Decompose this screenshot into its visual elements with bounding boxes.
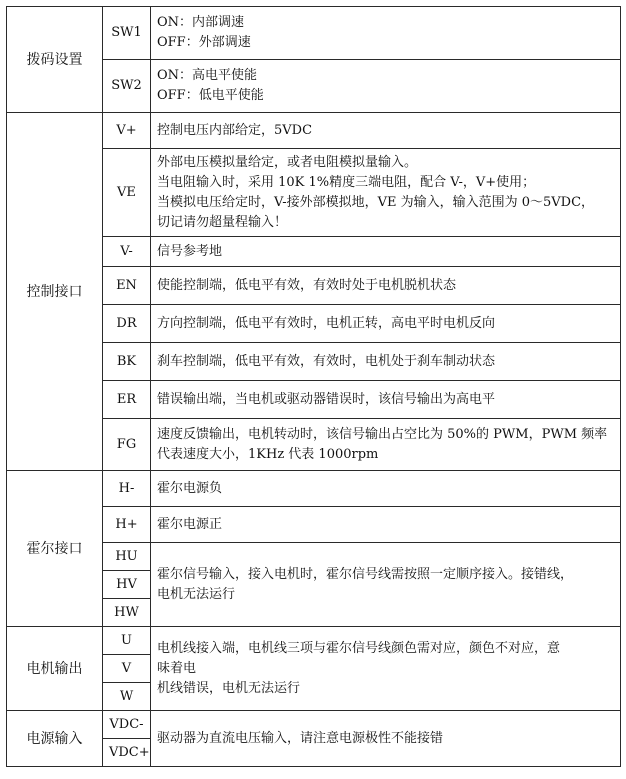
- desc-vplus: 控制电压内部给定，5VDC: [151, 113, 621, 149]
- desc-line: ON：内部调速: [157, 15, 245, 30]
- signal-vdcplus: VDC+: [103, 739, 151, 767]
- table-row: [7, 471, 621, 507]
- signal-er: ER: [103, 381, 151, 419]
- pin-definition-table: [6, 6, 621, 767]
- desc-line: 电机无法运行: [157, 586, 236, 602]
- signal-vplus: V+: [103, 113, 151, 149]
- desc-en: 使能控制端，低电平有效，有效时处于电机脱机状态: [151, 267, 621, 305]
- signal-sw2: SW2: [103, 60, 151, 113]
- group-label-motor: 电机输出: [7, 627, 103, 711]
- desc-er: 错误输出端，当电机或驱动器错误时，该信号输出为高电平: [151, 381, 621, 419]
- signal-w: W: [103, 683, 151, 711]
- desc-line: ON：高电平使能: [157, 68, 258, 83]
- desc-fg: [151, 419, 621, 471]
- group-label-power: 电源输入: [7, 711, 103, 767]
- table-row: [7, 711, 621, 739]
- signal-vdcminus: VDC-: [103, 711, 151, 739]
- table-row: [7, 627, 621, 655]
- desc-sw2: [151, 60, 621, 113]
- desc-hplus: 霍尔电源正: [151, 507, 621, 543]
- signal-sw1: SW1: [103, 7, 151, 60]
- desc-line: OFF：外部调速: [157, 35, 251, 50]
- group-label-dip: 拨码设置: [7, 7, 103, 113]
- group-label-control: 控制接口: [7, 113, 103, 471]
- desc-ve: [151, 149, 621, 237]
- desc-line: 机线错误，电机无法运行: [157, 680, 301, 696]
- desc-sw1: [151, 7, 621, 60]
- signal-ve: VE: [103, 149, 151, 237]
- signal-hw: HW: [103, 599, 151, 627]
- signal-hplus: H+: [103, 507, 151, 543]
- signal-hu: HU: [103, 543, 151, 571]
- signal-hminus: H-: [103, 471, 151, 507]
- signal-hv: HV: [103, 571, 151, 599]
- signal-en: EN: [103, 267, 151, 305]
- desc-line: 霍尔信号输入，接入电机时，霍尔信号线需按照一定顺序接入。接错线，: [157, 566, 574, 582]
- desc-motor: [151, 627, 621, 711]
- desc-line: 切记请勿超量程输入！: [157, 214, 288, 230]
- desc-line: 电机线接入端，电机线三项与霍尔信号线颜色需对应，颜色不对应，意: [157, 640, 561, 656]
- signal-vminus: V-: [103, 237, 151, 267]
- desc-bk: 刹车控制端，低电平有效，有效时，电机处于刹车制动状态: [151, 343, 621, 381]
- signal-v: V: [103, 655, 151, 683]
- signal-u: U: [103, 627, 151, 655]
- desc-line: 当模拟电压给定时，V-接外部模拟地，VE 为输入，输入范围为 0～5VDC，: [157, 194, 595, 210]
- desc-power: 驱动器为直流电压输入，请注意电源极性不能接错: [151, 711, 621, 767]
- desc-line: 外部电压模拟量给定，或者电阻模拟量输入。: [157, 154, 418, 170]
- desc-hall-signal: [151, 543, 621, 627]
- desc-line: OFF：低电平使能: [157, 88, 264, 103]
- desc-line: 代表速度大小，1KHz 代表 1000rpm: [157, 446, 379, 462]
- desc-line: 味着电: [157, 660, 197, 676]
- desc-hminus: 霍尔电源负: [151, 471, 621, 507]
- signal-bk: BK: [103, 343, 151, 381]
- desc-dr: 方向控制端，低电平有效时，电机正转，高电平时电机反向: [151, 305, 621, 343]
- desc-line: 当电阻输入时，采用 10K 1%精度三端电阻，配合 V-，V+使用；: [157, 174, 536, 190]
- table-row: [7, 113, 621, 149]
- desc-vminus: 信号参考地: [151, 237, 621, 267]
- signal-dr: DR: [103, 305, 151, 343]
- table-row: [7, 7, 621, 60]
- group-label-hall: 霍尔接口: [7, 471, 103, 627]
- signal-fg: FG: [103, 419, 151, 471]
- desc-line: 速度反馈输出，电机转动时，该信号输出占空比为 50%的 PWM，PWM 频率: [157, 426, 608, 442]
